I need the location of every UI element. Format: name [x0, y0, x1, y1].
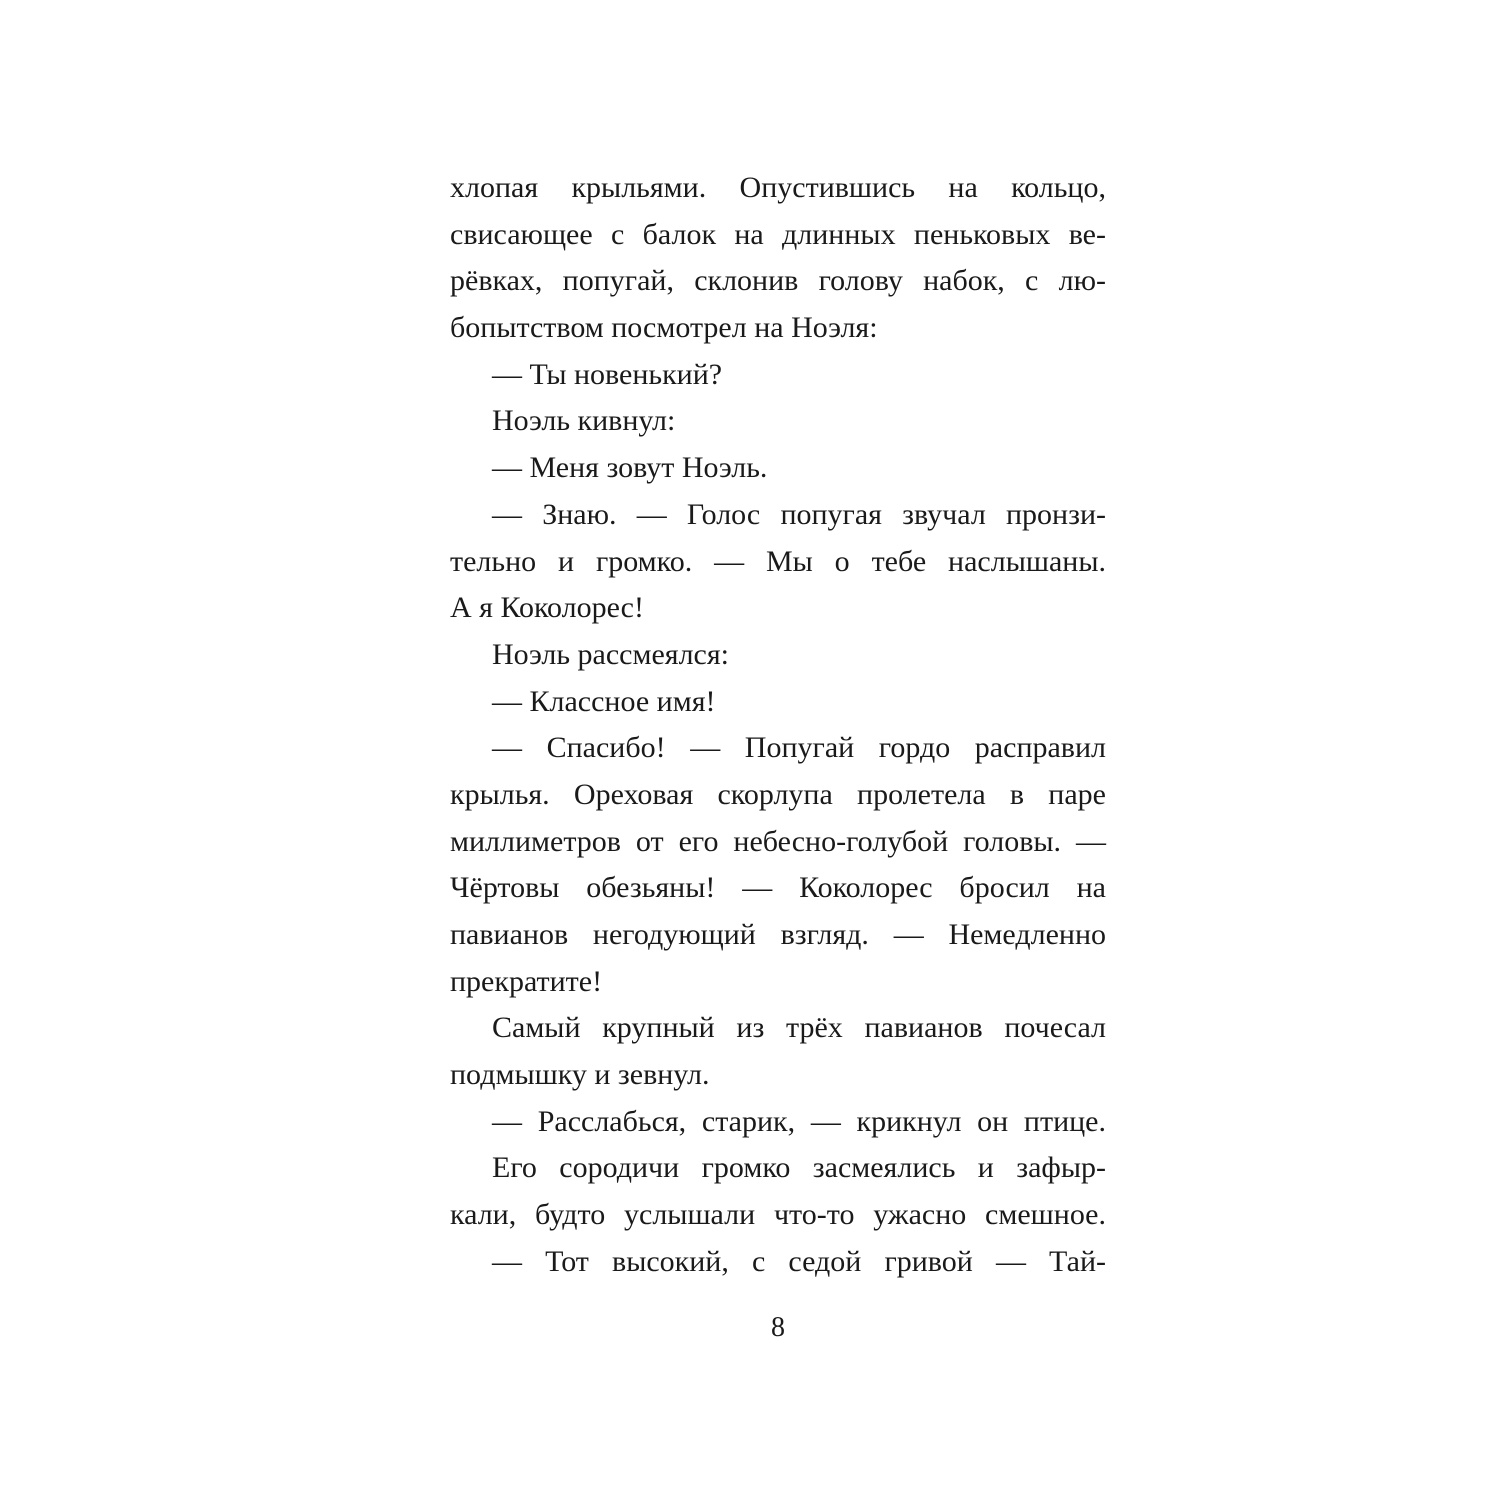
text-line: А я Коколорес! [450, 591, 644, 625]
text-line: Ноэль рассмеялся: [492, 637, 729, 671]
text-line: — Классное имя! [492, 684, 716, 718]
text-line: миллиметров от его небесно-голубой головы. — [450, 824, 1106, 858]
body-text [450, 165, 1106, 1286]
text-line: прекратите! [450, 964, 603, 998]
text-line: Его сородичи громко засмеялись и зафыр- [492, 1151, 1106, 1185]
text-line: кали, будто услышали что-то ужасно смешное. [450, 1198, 1106, 1232]
text-line: бопытством посмотрел на Ноэля: [450, 311, 878, 345]
text-line: — Меня зовут Ноэль. [492, 451, 768, 485]
text-line: рёвках, попугай, склонив голову набок, с лю- [450, 264, 1106, 298]
text-line: крылья. Ореховая скорлупа пролетела в паре [450, 777, 1106, 811]
text-line: — Спасибо! — Попугай гордо расправил [492, 731, 1106, 765]
text-line: подмышку и зевнул. [450, 1058, 710, 1092]
text-line: тельно и громко. — Мы о тебе наслышаны. [450, 544, 1106, 578]
text-line: Чёртовы обезьяны! — Коколорес бросил на [450, 871, 1106, 905]
text-line: Самый крупный из трёх павианов почесал [492, 1011, 1106, 1045]
text-line: павианов негодующий взгляд. — Немедленно [450, 918, 1106, 951]
text-line: хлопая крыльями. Опустившись на кольцо, [450, 171, 1106, 204]
text-line: — Ты новенький? [492, 357, 723, 391]
text-line: — Расслабься, старик, — крикнул он птице. [492, 1104, 1106, 1138]
text-line: — Тот высокий, с седой гривой — Тай- [492, 1244, 1106, 1278]
text-line: — Знаю. — Голос попугая звучал пронзи- [492, 497, 1106, 531]
text-line: Ноэль кивнул: [492, 404, 676, 438]
text-line: свисающее с балок на длинных пеньковых ве- [450, 217, 1106, 251]
page-number: 8 [771, 1312, 785, 1343]
